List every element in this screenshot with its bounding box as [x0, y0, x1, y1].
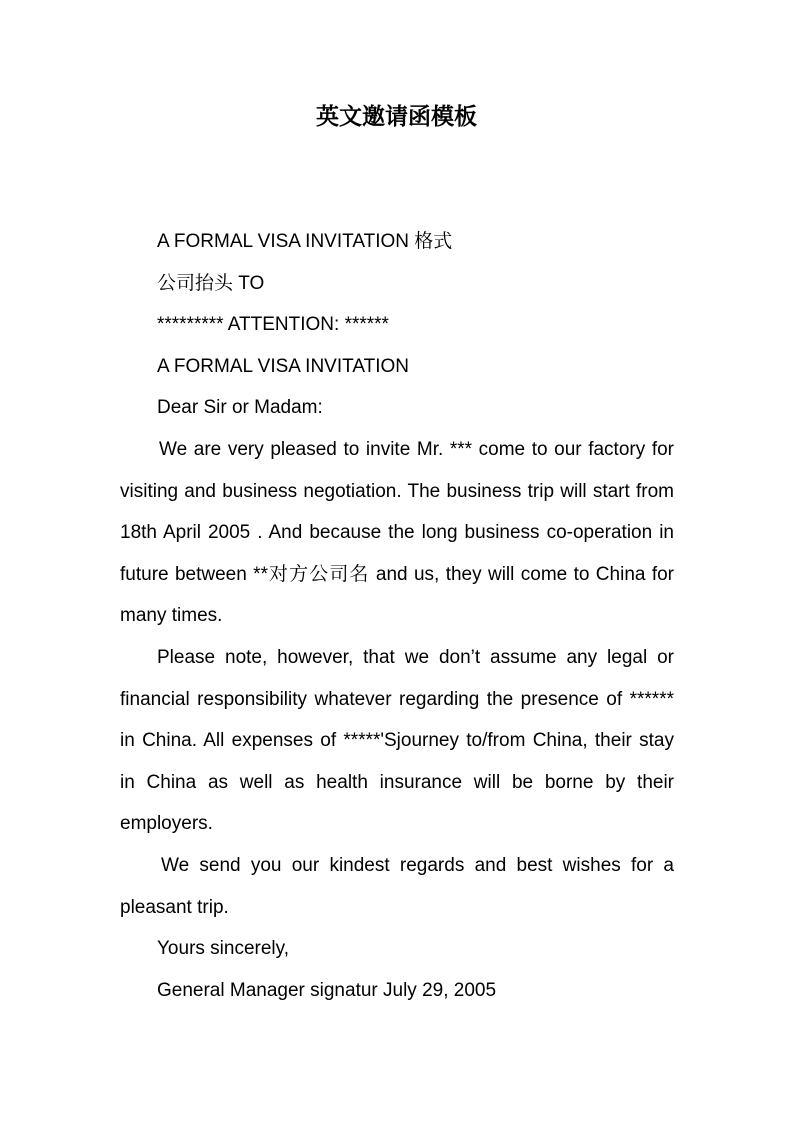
format-heading: A FORMAL VISA INVITATION 格式	[157, 231, 453, 252]
signature-line: General Manager signatur July 29, 2005	[157, 979, 497, 1001]
letterhead-to-line: 公司抬头 TO	[157, 272, 265, 294]
regards-paragraph: We send you our kindest regards and best wishes for a pleasant trip.	[120, 854, 674, 918]
salutation: Dear Sir or Madam:	[157, 397, 323, 419]
document-title: 英文邀请函模板	[316, 104, 477, 130]
letter-body	[120, 221, 674, 1011]
attention-line: ********* ATTENTION: ******	[157, 314, 389, 336]
responsibility-paragraph: Please note, however, that we don’t assume any legal or financial responsibility whatever regarding the presence of ****** in China. All expenses of *****'Sjourney to/from China, their stay in China as well as health insurance will be borne by their employers.	[120, 646, 674, 835]
valediction: Yours sincerely,	[157, 938, 290, 960]
invitation-heading: A FORMAL VISA INVITATION	[157, 355, 409, 377]
invitation-paragraph: We are very pleased to invite Mr. *** come to our factory for visiting and business negotiation. The business trip will start from 18th April 2005 . And because the long business co-operation in future between **对方公司名 and us, they will come to China for many times.	[120, 438, 674, 627]
